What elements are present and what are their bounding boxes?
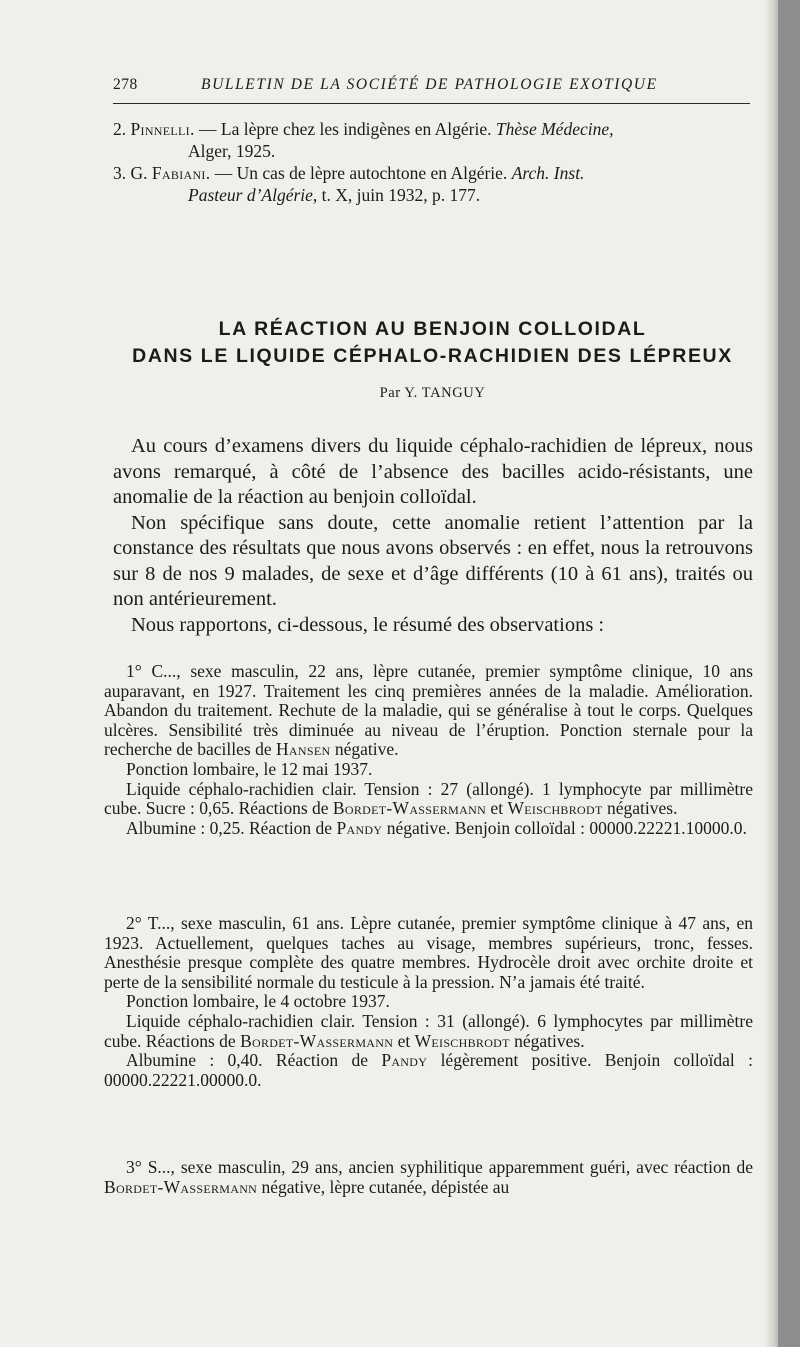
proper-name: Weischbrodt: [414, 1030, 510, 1051]
reference-dash: —: [210, 163, 237, 183]
reference-2: [113, 118, 753, 140]
observation-paragraph: 2° T..., sexe masculin, 61 ans. Lèpre cutanée, premier symptôme clinique à 47 ans, en 1923. Actuellement, quelques taches au visage, membres supérieurs, tronc, fesses. Anesthésie presque complète des quatre membres. Hydrocèle droit avec orchite droite et perte de la sensibilité normale du testicule à la pression. N’a jamais été traité.: [104, 913, 753, 992]
observation-text: et: [486, 798, 508, 819]
observation-text: négative. Benjoin colloïdal : 00000.22221.10000.0.: [382, 817, 747, 838]
observation-paragraph: [104, 819, 753, 839]
reference-list: [113, 118, 753, 206]
reference-source: Thèse Médecine,: [495, 119, 614, 139]
reference-source: Arch. Inst.: [511, 163, 585, 183]
observation-text: 1° C..., sexe masculin, 22 ans, lèpre cutanée, premier symptôme clinique, 10 ans auparavant, en 1927. Traitement les cinq premières années de la maladie. Amélioration. Abandon du traitement. Rechute de la maladie, qui se généralise à tout le corps. Quelques ulcères. Sensibilité très diminuée au niveau de l’éruption. Ponction sternale pour la recherche de bacilles de: [104, 661, 753, 760]
observation-paragraph: Ponction lombaire, le 12 mai 1937.: [126, 758, 373, 779]
proper-name: Weischbrodt: [507, 798, 603, 819]
observation-2: [104, 914, 753, 1090]
proper-name: Bordet-Wassermann: [240, 1030, 394, 1051]
proper-name: Bordet-Wassermann: [104, 1176, 258, 1197]
reference-text: Alger, 1925.: [188, 141, 276, 161]
reference-number: 2.: [113, 119, 127, 139]
observation-paragraph: Ponction lombaire, le 4 octobre 1937.: [126, 991, 390, 1012]
observation-text: négatives.: [509, 1030, 585, 1051]
observation-3: [104, 1158, 753, 1197]
page-number: 278: [113, 76, 138, 93]
intro-paragraph: Nous rapportons, ci-dessous, le résumé des observations :: [131, 613, 605, 636]
observation-text: négative.: [330, 739, 399, 760]
observation-text: négative, lèpre cutanée, dépistée au: [257, 1176, 510, 1197]
reference-source: Pasteur d’Algérie: [188, 185, 313, 205]
observation-text: légèrement positive. Benjoin colloïdal : 00000.22221.00000.0.: [104, 1050, 753, 1090]
observation-1: [104, 662, 753, 838]
proper-name: Pandy: [381, 1050, 428, 1071]
proper-name: Pandy: [336, 817, 383, 838]
reference-text: , t. X, juin 1932, p. 177.: [312, 185, 481, 205]
observation-text: Albumine : 0,40. Réaction de: [126, 1050, 382, 1071]
observation-text: Albumine : 0,25. Réaction de: [126, 817, 337, 838]
article-title-line-1: LA RÉACTION AU BENJOIN COLLOIDAL: [218, 318, 647, 340]
observation-text: Liquide céphalo-rachidien clair. Tension : 31 (allongé). 6 lymphocytes par millimètre cube. Réactions de: [104, 1010, 753, 1051]
observation-paragraph: [104, 1051, 753, 1090]
reference-text: La lèpre chez les indigènes en Algérie.: [220, 119, 496, 139]
observation-text: et: [393, 1030, 415, 1051]
reference-2-continuation: [113, 140, 753, 162]
running-title: BULLETIN DE LA SOCIÉTÉ DE PATHOLOGIE EXOTIQUE: [201, 76, 658, 93]
reference-author: Pinnelli.: [130, 119, 195, 139]
intro-paragraph: Au cours d’examens divers du liquide céphalo-rachidien de lépreux, nous avons remarqué, à côté de l’absence des bacilles acido-résistants, une anomalie de la réaction au benjoin colloïdal.: [113, 435, 753, 508]
page-edge-shadow: [764, 0, 778, 1347]
proper-name: Bordet-Wassermann: [332, 798, 487, 819]
proper-name: Hansen: [275, 739, 331, 760]
running-header: [113, 76, 753, 98]
reference-3-continuation: [113, 184, 753, 206]
reference-number: 3.: [113, 163, 127, 183]
reference-dash: —: [194, 119, 221, 139]
reference-author: Fabiani.: [151, 163, 211, 183]
article-title-line-2: DANS LE LIQUIDE CÉPHALO-RACHIDIEN DES LÉPREUX: [132, 345, 733, 367]
observation-paragraph: [104, 780, 753, 819]
reference-3: [113, 162, 753, 184]
header-rule: [113, 103, 750, 104]
observation-text: Liquide céphalo-rachidien clair. Tension : 27 (allongé). 1 lymphocyte par millimètre cube. Sucre : 0,65. Réactions de: [104, 778, 753, 819]
reference-author-initial: G.: [130, 163, 152, 183]
reference-text: Un cas de lèpre autochtone en Algérie.: [236, 163, 512, 183]
article-byline: Par Y. TANGUY: [379, 385, 486, 401]
intro-text: [113, 434, 753, 638]
intro-paragraph: Non spécifique sans doute, cette anomalie retient l’attention par la constance des résultats que nous avons observés : en effet, nous la retrouvons sur 8 de nos 9 malades, de sexe et d’âge différents (10 à 61 ans), traités ou non antérieurement.: [113, 511, 753, 610]
observation-paragraph: [104, 1012, 753, 1051]
observation-text: 3° S..., sexe masculin, 29 ans, ancien syphilitique apparemment guéri, avec réaction de: [126, 1157, 753, 1177]
observation-paragraph: [104, 1158, 753, 1197]
observation-text: négatives.: [602, 798, 678, 819]
observation-paragraph: [104, 662, 753, 760]
